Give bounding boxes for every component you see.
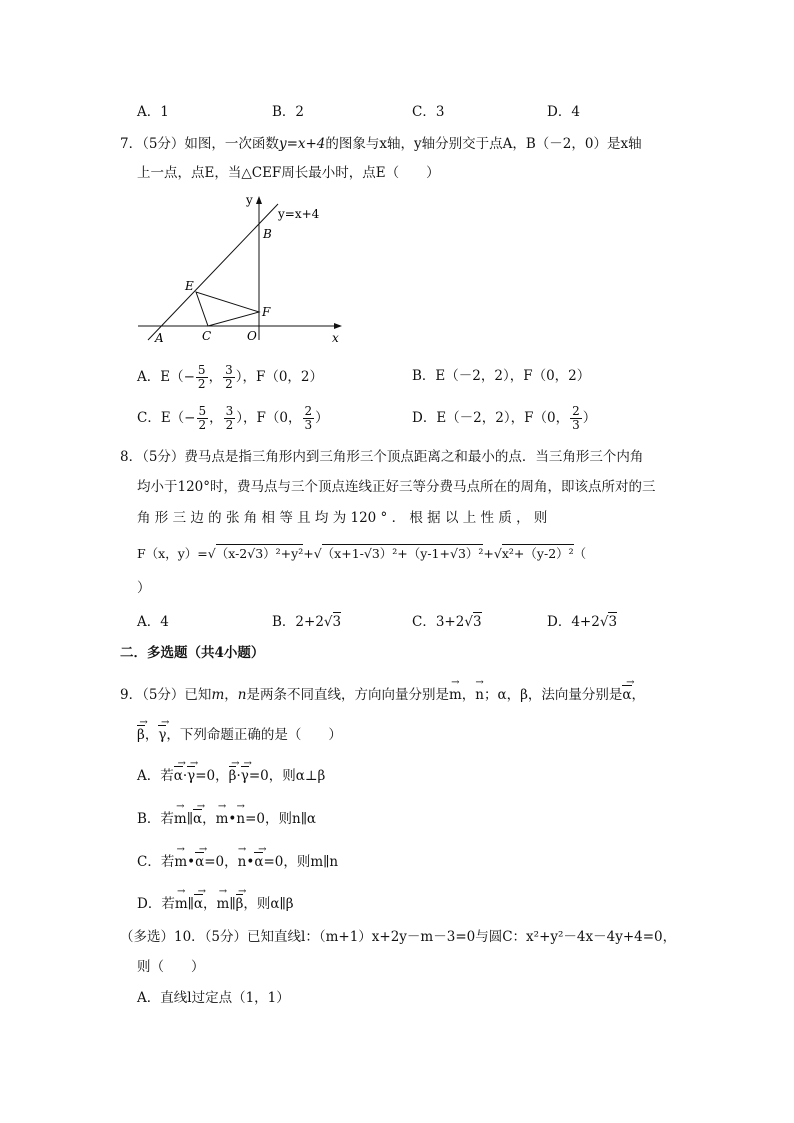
q8-option-c: C．3+2√3 (412, 614, 482, 630)
q8-line-2: 均小于120°时，费马点与三个顶点连线正好三等分费马点所在的周角，即该点所对的三 (137, 479, 656, 495)
q7-option-b: B．E（－2，2），F（0，2） (412, 368, 591, 384)
q8-option-d: D．4+2√3 (547, 614, 618, 630)
point-o-label: O (247, 329, 257, 343)
q10-line-1: （多选）10．（5分）已知直线l：（m+1）x+2y－m－3=0与圆C：x²+y²－4x－4y+4=0， (120, 929, 677, 945)
x-axis-arrow-icon (334, 323, 342, 329)
q10-line-2: 则（ ） (137, 959, 205, 975)
q9-line-2: → β，→ γ，下列命题正确的是（ ） (137, 721, 342, 745)
y-axis-arrow-icon (256, 196, 262, 204)
x-label: x (332, 331, 339, 345)
q8-option-a: A．4 (137, 614, 169, 630)
frac-5-2: $\frac{5}{2}$ (198, 404, 207, 432)
q7-prefix: 7．（5分）如图，一次函数 (120, 136, 279, 152)
q6-option-a: A．1 (137, 104, 169, 120)
q7-line-1 (120, 134, 642, 154)
q9-option-c: C．若→ m•→ α=0，→ n•→ α=0，则m∥n (137, 848, 338, 872)
q7-line1-rest: 的图象与x轴，y轴分别交于点A，B（－2，0）是x轴 (325, 136, 642, 152)
q8-line-3: 角 形 三 边 的 张 角 相 等 且 均 为 120 ° ． 根 据 以 上 性 质 ， 则 (137, 510, 548, 526)
point-a-label: A (155, 331, 164, 345)
q6-option-c: C．3 (412, 104, 445, 120)
point-f-label: F (262, 305, 271, 319)
point-b-label: B (263, 227, 272, 241)
q9-option-b: B．若→ m∥→ α，→ m•→ n=0，则n∥α (137, 805, 316, 829)
q7-option-d: D．E（－2，2），F（0， $\frac{2}{3}$ ） (412, 404, 597, 432)
q7-function: y=x+4 (278, 136, 326, 152)
q10-option-a: A．直线l过定点（1，1） (137, 990, 290, 1006)
q9-line-1: 9．（5分）已知m，n是两条不同直线，方向向量分别是→ m，→ n；α，β，法向量分别是→ α， (120, 681, 645, 705)
q8-line-1: 8．（5分）费马点是指三角形内到三角形三个顶点距离之和最小的点．当三角形三个内角 (120, 449, 644, 465)
section-2-heading: 二．多选题（共4小题） (120, 645, 265, 661)
frac-2-3: $\frac{2}{3}$ (572, 404, 580, 432)
triangle-cef (196, 292, 259, 326)
q9-option-a: A．若→ α·→ γ=0，→ β·→ γ=0，则α⊥β (137, 762, 325, 786)
frac-3-2: $\frac{3}{2}$ (225, 404, 234, 432)
q8-formula: F（x，y）=√（x-2√3）²+y²+√（x+1-√3）²+（y-1+√3）²+√x²+（y-2）²（ (137, 546, 587, 561)
q7-option-a: A．E（− $\frac{5}{2}$ ， $\frac{3}{2}$ ），F（0，2） (137, 363, 323, 391)
q9-option-d: D．若→ m∥→ α，→ m∥→ β，则α∥β (137, 890, 294, 914)
point-e-label: E (185, 279, 194, 293)
line-label: y=x+4 (278, 207, 320, 221)
q7-option-c: C．E（− $\frac{5}{2}$ ， $\frac{3}{2}$ ），F（0， $\frac{2}{3}$ ） (137, 404, 329, 432)
q7-figure (130, 190, 350, 350)
point-c-label: C (202, 329, 212, 343)
q7-line-2: 上一点，点E，当△CEF周长最小时，点E（ ） (137, 165, 440, 181)
q8-line-5: ） (137, 580, 151, 596)
q6-option-d: D．4 (547, 104, 580, 120)
q8-option-b: B．2+2√3 (272, 614, 342, 630)
q6-option-b: B．2 (272, 104, 305, 120)
y-label: y (246, 193, 253, 207)
frac-3-2: $\frac{3}{2}$ (225, 363, 233, 391)
frac-2-3: $\frac{2}{3}$ (304, 404, 313, 432)
frac-5-2: $\frac{5}{2}$ (197, 363, 206, 391)
